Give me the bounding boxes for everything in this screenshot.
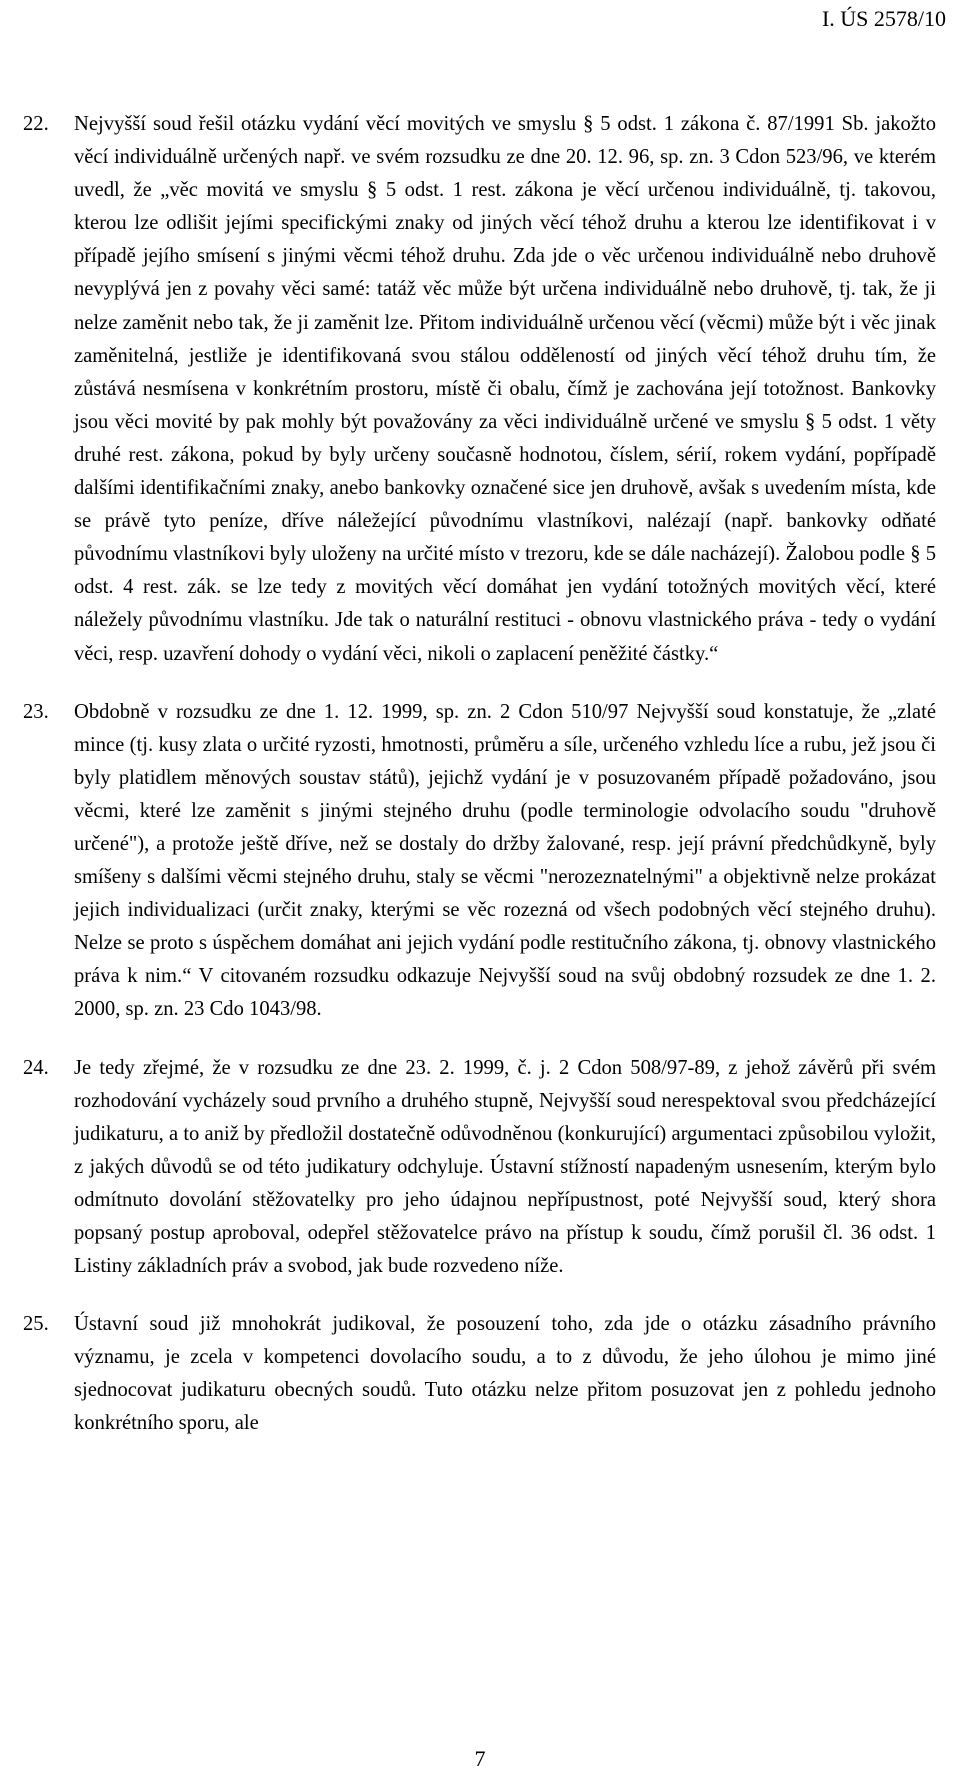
paragraph-text: Nejvyšší soud řešil otázku vydání věcí movitých ve smyslu § 5 odst. 1 zákona č. 87/1991 Sb. jakožto věcí individuálně určených např. ve svém rozsudku ze dne 20. 12. 96, sp. zn. 3 Cdon 523/96, ve kterém uvedl, že „věc movitá ve smyslu § 5 odst. 1 rest. zákona je věcí určenou individuálně, tj. takovou, kterou lze odlišit jejími specifickými znaky od jiných věcí téhož druhu a kterou lze identifikovat i v případě jejího smísení s jinými věcmi téhož druhu. Zda jde o věc určenou individuálně nebo druhově nevyplývá jen z povahy věci samé: tatáž věc může být určena individuálně nebo druhově, tj. tak, že ji nelze zaměnit nebo tak, že ji zaměnit lze. Přitom individuálně určenou věcí (věcmi) může být i věc jinak zaměnitelná, jestliže je identifikovaná svou stálou odděleností od jiných věcí téhož druhu tím, že zůstává nesmísena v konkrétním prostoru, místě či obalu, čímž je zachována její totožnost. Bankovky jsou věci movité by pak mohly být považovány za věci individuálně určené ve smyslu § 5 odst. 1 věty druhé rest. zákona, pokud by byly určeny současně hodnotou, číslem, sérií, rokem vydání, popřípadě dalšími identifikačními znaky, anebo bankovky označené sice jen druhově, avšak s uvedením místa, kde se právě tyto peníze, dříve náležející původnímu vlastníkovi, nalézají (např. bankovky odňaté původnímu vlastníkovi byly uloženy na určité místo v trezoru, kde se dále nacházejí). Žalobou podle § 5 odst. 4 rest. zák. se lze tedy z movitých věcí domáhat jen vydání totožných movitých věcí, které náležely původnímu vlastníku. Jde tak o naturální restituci - obnovu vlastnického práva - tedy o vydání věci, resp. uzavření dohody o vydání věci, nikoli o zaplacení peněžité částky.“ [74, 113, 936, 665]
document-body [23, 108, 936, 1466]
paragraph-number: 22. [23, 113, 49, 135]
paragraph-25 [23, 1308, 936, 1440]
page-number: 7 [474, 1746, 486, 1771]
case-number-header: I. ÚS 2578/10 [821, 6, 946, 31]
paragraph-text: Obdobně v rozsudku ze dne 1. 12. 1999, sp. zn. 2 Cdon 510/97 Nejvyšší soud konstatuje, že „zlaté mince (tj. kusy zlata o určité ryzosti, hmotnosti, průměru a síle, určeného vzhledu líce a rubu, jež jsou či byly platidlem měnových soustav států), jejichž vydání je v posuzovaném případě požadováno, jsou věcmi, které lze zaměnit s jinými stejného druhu (podle terminologie odvolacího soudu "druhově určené"), a protože ještě dříve, než se dostaly do držby žalované, resp. její právní předchůdkyně, byly smíšeny s dalšími věcmi stejného druhu, staly se věcmi "nerozeznatelnými" a objektivně nelze prokázat jejich individualizaci (určit znaky, kterými se věc rozezná od všech podobných věcí stejného druhu). Nelze se proto s úspěchem domáhat ani jejich vydání podle restitučního zákona, tj. obnovy vlastnického práva k nim.“ V citovaném rozsudku odkazuje Nejvyšší soud na svůj obdobný rozsudek ze dne 1. 2. 2000, sp. zn. 23 Cdo 1043/98. [74, 700, 936, 1021]
paragraph-24 [23, 1052, 936, 1284]
paragraph-text: Je tedy zřejmé, že v rozsudku ze dne 23. 2. 1999, č. j. 2 Cdon 508/97-89, z jehož závěrů při svém rozhodování vycházely soud prvního a druhého stupně, Nejvyšší soud nerespektoval svou předcházející judikaturu, a to aniž by předložil dostatečně odůvodněnou (konkurující) argumentaci způsobilou vyložit, z jakých důvodů se od této judikatury odchyluje. Ústavní stížností napadeným usnesením, kterým bylo odmítnuto dovolání stěžovatelky pro jeho údajnou nepřípustnost, poté Nejvyšší soud, který shora popsaný postup aproboval, odepřel stěžovatelce právo na přístup k soudu, čímž porušil čl. 36 odst. 1 Listiny základních práv a svobod, jak bude rozvedeno níže. [74, 1056, 936, 1278]
paragraph-number: 25. [23, 1313, 49, 1336]
paragraph-23 [23, 696, 936, 1027]
paragraph-22 [23, 108, 936, 671]
paragraph-text: Ústavní soud již mnohokrát judikoval, že posouzení toho, zda jde o otázku zásadního právního významu, je zcela v kompetenci dovolacího soudu, a to z důvodu, že jeho úlohou je mimo jiné sjednocovat judikaturu obecných soudů. Tuto otázku nelze přitom posuzovat jen z pohledu jednoho konkrétního sporu, ale [74, 1313, 936, 1435]
paragraph-number: 24. [23, 1056, 49, 1079]
paragraph-number: 23. [23, 700, 49, 723]
